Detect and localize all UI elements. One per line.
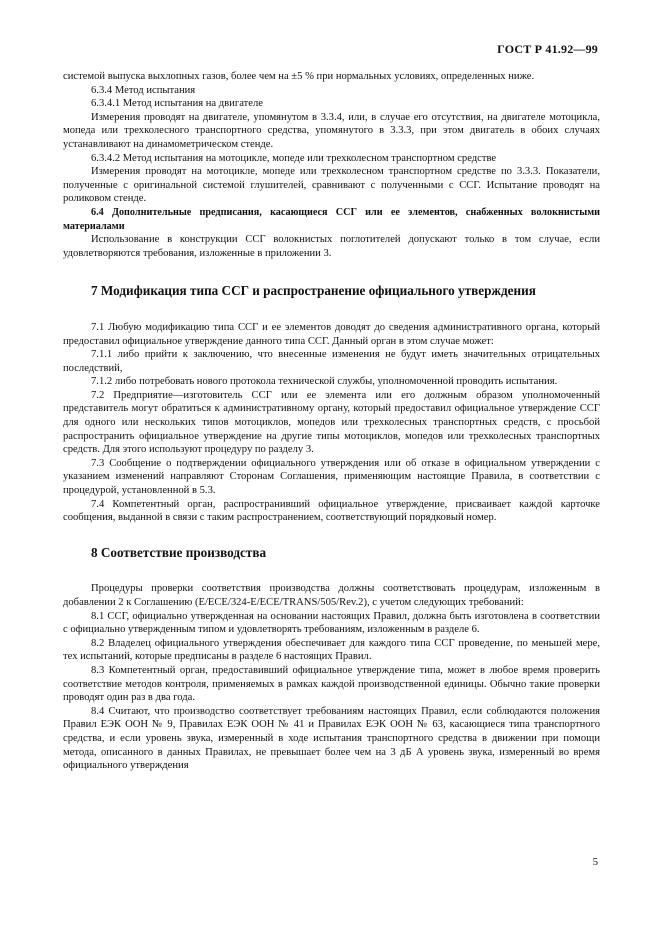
page-content [63,70,600,773]
clause-7-4: 7.4 Компетентный орган, распространивший официальное утверждение, присваивает каждой карточке сообщения, выданной в связи с таким распространением, соответствующий порядковый номер. [63,498,600,524]
clause-6-3-4-title: 6.3.4 Метод испытания [91,84,196,96]
clause-6-4-title: 6.4 Дополнительные предписания, касающиеся ССГ или ее элементов, снабженных волокнистыми материалами [63,206,600,232]
section-8-intro: Процедуры проверки соответствия производства должны соответствовать процедурам, изложенным в добавлении 2 к Соглашению (E/ECE/324-E/ECE/TRANS/505/Rev.2), с учетом следующих требований: [63,583,600,608]
page-number: 5 [592,857,598,868]
section-8-heading: 8 Соответствие производства [91,544,267,560]
document-code: ГОСТ Р 41.92—99 [497,42,598,56]
paragraph-continuation: системой выпуска выхлопных газов, более чем на ±5 % при нормальных условиях, определенных ниже. [63,71,535,82]
clause-6-3-4-2-title: 6.3.4.2 Метод испытания на мотоцикле, мопеде или трехколесном транспортном средстве [91,152,497,164]
clause-6-3-4-1-text: Измерения проводят на двигателе, упомянутом в 3.3.4, или, в случае его отсутствия, на двигателе мотоцикла, мопеда или трехколесного транспортного средства, упомянутого в 3.3.3, при этом двигатель в обоих случаях устанавливают на динамометрическом стенде. [63,111,600,150]
clause-6-3-4-2-text: Измерения проводят на мотоцикле, мопеде или трехколесном транспортном средстве по 3.3.3. Показатели, полученные с оригинальной системой глушителей, сравнивают с полученными с ССГ. Испытание проводят на роликовом стенде. [63,166,600,205]
clause-6-4-text: Использование в конструкции ССГ волокнистых поглотителей допускают только в том случае, если удовлетворяются требования, изложенные в приложении 3. [63,234,600,259]
clause-8-4: 8.4 Считают, что производство соответствует требованиям настоящих Правил, если соблюдаются положения Правил ЕЭК ООН № 9, Правилах ЕЭК ООН № 41 и Правилах ЕЭК ООН № 63, касающиеся типа транспортного средства, и если уровень звука, измеренный в ходе испытания транспортного средства в движении при помощи метода, описанного в данных Правилах, не превышает более чем на 3 дБ А уровень звука, измеренный во время официального утверждения [63,705,600,772]
clause-8-1: 8.1 ССГ, официально утвержденная на основании настоящих Правил, должна быть изготовлена в соответствии с официально утвержденным типом и удовлетворять требованиям, изложенным в разделе 6. [63,610,600,636]
section-7-heading: 7 Модификация типа ССГ и распространение официального утверждения [91,283,536,299]
clause-6-3-4-1-title: 6.3.4.1 Метод испытания на двигателе [91,98,263,110]
clause-7-3: 7.3 Сообщение о подтверждении официального утверждения или об отказе в официальном утверждении с указанием изменений направляют Сторонам Соглашения, применяющим настоящие Правила, в соответствии с процедурой, установленной в 5.3. [63,457,600,497]
clause-7-1-1: 7.1.1 либо прийти к заключению, что внесенные изменения не будут иметь значительных отрицательных последствий, [63,349,600,374]
clause-7-1: 7.1 Любую модификацию типа ССГ и ее элементов доводят до сведения административного органа, который предоставил официальное утверждение данного типа ССГ. Данный орган в этом случае может: [63,321,600,347]
clause-8-3: 8.3 Компетентный орган, предоставивший официальное утверждение типа, может в любое время проверить соответствие методов контроля, применяемых в рамках каждой производственной единицы. Обычно такие проверки проводят один раз в два года. [63,664,600,704]
clause-7-2: 7.2 Предприятие—изготовитель ССГ или ее элемента или его должным образом уполномоченный представитель могут обратиться к административному органу, который предоставил официальное утверждение ССГ для одного или нескольких типов мотоциклов, мопедов или трехколесных транспортных средств, с просьбой распространить официальное утверждение на другие типы мотоциклов, мопедов или трехколесных транспортных средств. Для этого используют процедуру по разделу 3. [63,389,600,456]
clause-7-1-2: 7.1.2 либо потребовать нового протокола технической службы, уполномоченной проводить испытания. [91,376,558,388]
clause-8-2: 8.2 Владелец официального утверждения обеспечивает для каждого типа ССГ проведение, по меньшей мере, тех испытаний, которые предписаны в разделе 6 настоящих Правил. [63,637,600,663]
